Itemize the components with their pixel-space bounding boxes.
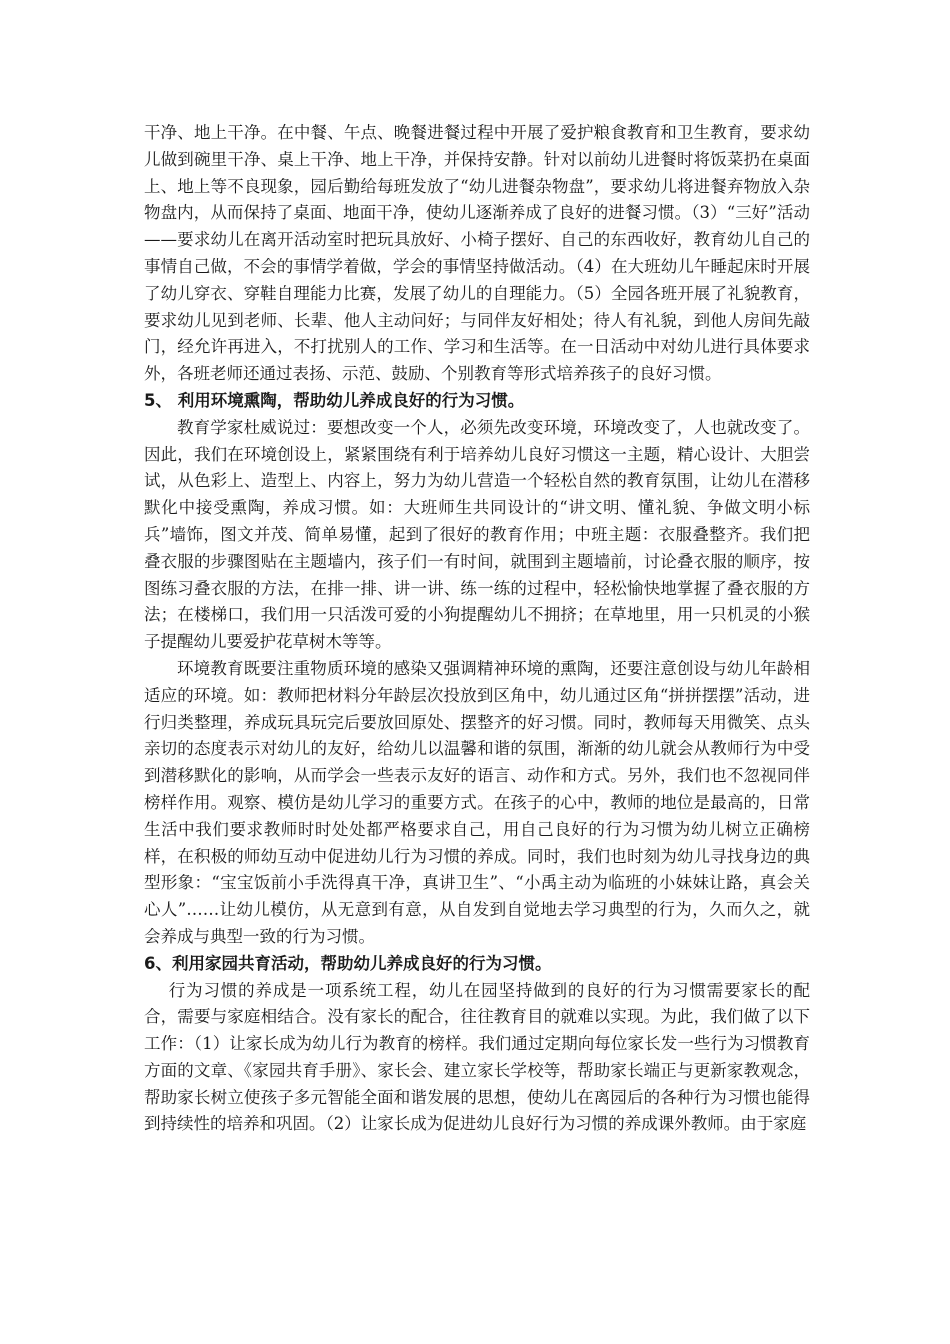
paragraph-home-school: 行为习惯的养成是一项系统工程，幼儿在园坚持做到的良好的行为习惯需要家长的配合，需要与家庭相结合。没有家长的配合，往往教育目的就难以实现。为此，我们做了以下工作：（1）让家长成为幼儿行为教育的榜样。我们通过定期向每位家长发一些行为习惯教育方面的文章、《家园共育手册》、家长会、建立家长学校等，帮助家长端正与更新家教观念，帮助家长树立使孩子多元智能全面和谐发展的思想，使幼儿在离园后的各种行为习惯也能得到持续性的培养和巩固。（2）让家长成为促进幼儿良好行为习惯的养成课外教师。由于家庭 — [144, 980, 810, 1134]
section-heading-5: 5、 利用环境熏陶，帮助幼儿养成良好的行为习惯。 — [144, 390, 525, 410]
section-heading-6: 6、利用家园共育活动，帮助幼儿养成良好的行为习惯。 — [144, 953, 552, 973]
paragraph-environment-dewey: 教育学家杜威说过：要想改变一个人，必须先改变环境，环境改变了，人也就改变了。因此，我们在环境创设上，紧紧围绕有利于培养幼儿良好习惯这一主题，精心设计、大胆尝试，从色彩上、造型上、内容上，努力为幼儿营造一个轻松自然的教育氛围，让幼儿在潜移默化中接受熏陶，养成习惯。如：大班师生共同设计的“讲文明、懂礼貌、争做文明小标兵”墙饰，图文并茂、简单易懂，起到了很好的教育作用；中班主题：衣服叠整齐。我们把叠衣服的步骤图贴在主题墙内，孩子们一有时间，就围到主题墙前，讨论叠衣服的顺序，按图练习叠衣服的方法，在排一排、讲一讲、练一练的过程中，轻松愉快地掌握了叠衣服的方法；在楼梯口，我们用一只活泼可爱的小狗提醒幼儿不拥挤；在草地里，用一只机灵的小猴子提醒幼儿要爱护花草树木等等。 — [144, 417, 810, 652]
paragraph-environment-education: 环境教育既要注重物质环境的感染又强调精神环境的熏陶，还要注意创设与幼儿年龄相适应的环境。如：教师把材料分年龄层次投放到区角中，幼儿通过区角“拼拼摆摆”活动，进行归类整理，养成玩具玩完后要放回原处、摆整齐的好习惯。同时，教师每天用微笑、点头亲切的态度表示对幼儿的友好，给幼儿以温馨和谐的氛围，渐渐的幼儿就会从教师行为中受到潜移默化的影响，从而学会一些表示友好的语言、动作和方式。另外，我们也不忽视同伴榜样作用。观察、模仿是幼儿学习的重要方式。在孩子的心中，教师的地位是最高的，日常生活中我们要求教师时时处处都严格要求自己，用自己良好的行为习惯为幼儿树立正确榜样，在积极的师幼互动中促进幼儿行为习惯的养成。同时，我们也时刻为幼儿寻找身边的典型形象：“宝宝饭前小手洗得真干净，真讲卫生”、“小禹主动为临班的小妹妹让路，真会关心人”……让幼儿模仿，从无意到有意，从自发到自觉地去学习典型的行为，久而久之，就会养成与典型一致的行为习惯。 — [144, 658, 810, 946]
document-page — [144, 120, 810, 1138]
paragraph-meal-habits: 干净、地上干净。在中餐、午点、晚餐进餐过程中开展了爱护粮食教育和卫生教育，要求幼儿做到碗里干净、桌上干净、地上干净，并保持安静。针对以前幼儿进餐时将饭菜扔在桌面上、地上等不良现象，园后勤给每班发放了“幼儿进餐杂物盘”，要求幼儿将进餐弃物放入杂物盘内，从而保持了桌面、地面干净，使幼儿逐渐养成了良好的进餐习惯。（3）“三好”活动——要求幼儿在离开活动室时把玩具放好、小椅子摆好、自己的东西收好，教育幼儿自己的事情自己做，不会的事情学着做，学会的事情坚持做活动。（4）在大班幼儿午睡起床时开展了幼儿穿衣、穿鞋自理能力比赛，发展了幼儿的自理能力。（5）全园各班开展了礼貌教育，要求幼儿见到老师、长辈、他人主动问好；与同伴友好相处；待人有礼貌，到他人房间先敲门，经允许再进入，不打扰别人的工作、学习和生活等。在一日活动中对幼儿进行具体要求外，各班老师还通过表扬、示范、鼓励、个别教育等形式培养孩子的良好习惯。 — [144, 123, 810, 384]
